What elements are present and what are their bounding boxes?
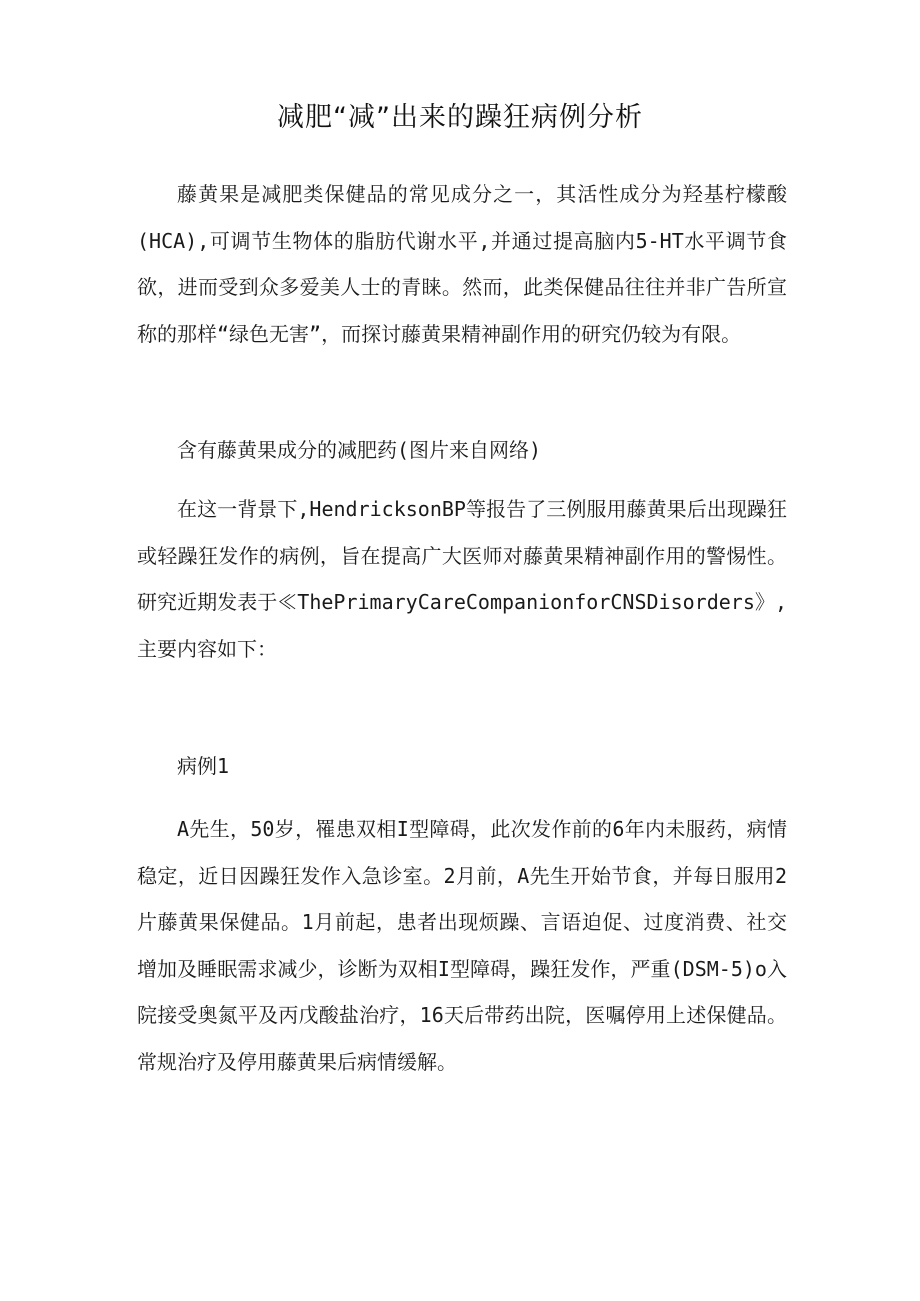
paragraph-intro: 藤黄果是减肥类保健品的常见成分之一，其活性成分为羟基柠檬酸(HCA),可调节生物体的脂肪代谢水平,并通过提高脑内5-HT水平调节食欲，进而受到众多爱美人士的青睐。然而，此类保健品往往并非广告所宣称的那样“绿色无害”，而探讨藤黄果精神副作用的研究仍较为有限。 [137,182,787,346]
paragraph-case1: A先生，50岁，罹患双相I型障碍，此次发作前的6年内未服药，病情稳定，近日因躁狂发作入急诊室。2月前，A先生开始节食，并每日服用2片藤黄果保健品。1月前起，患者出现烦躁、言语迫促、过度消费、社交增加及睡眠需求减少，诊断为双相I型障碍，躁狂发作，严重(DSM-5)o入院接受奥氮平及丙戊酸盐治疗，16天后带药出院，医嘱停用上述保健品。常规治疗及停用藤黄果后病情缓解。 [137,817,787,1074]
paragraph-background: 在这一背景下,HendricksonBP等报告了三例服用藤黄果后出现躁狂或轻躁狂发作的病例，旨在提高广大医师对藤黄果精神副作用的警惕性。研究近期发表于≪ThePrimaryCareCompanionforCNSDisorders》,主要内容如下： [137,497,787,661]
case1-heading: 病例1 [177,754,230,778]
document-title: 减肥“减”出来的躁狂病例分析 [277,102,643,133]
image-caption: 含有藤黄果成分的减肥药(图片来自网络) [177,438,542,462]
